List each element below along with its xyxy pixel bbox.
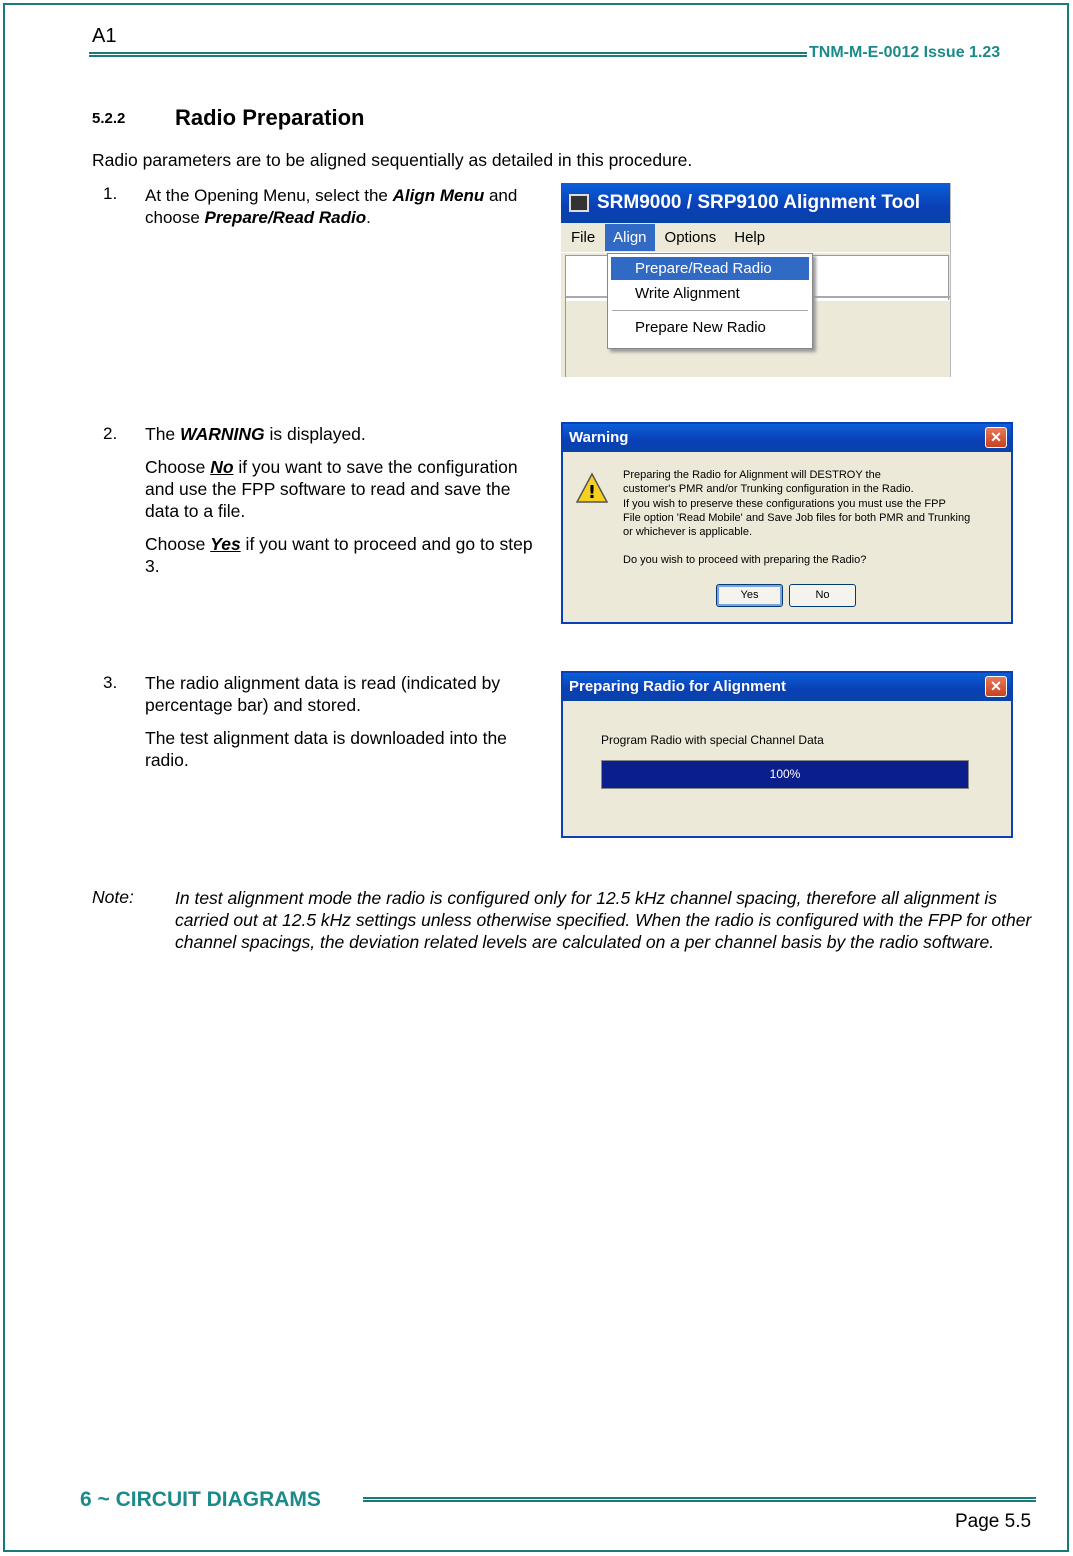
note-text: In test alignment mode the radio is configured only for 12.5 kHz channel spacing, therefore all alignment is carried out at 12.5 kHz settings unless otherwise specified. When the radio is configured with the FPP for other channel spacings, the deviation related levels are calculated on a per channel basis by the radio software.: [175, 888, 1032, 952]
warning-icon: [575, 472, 609, 504]
screenshot-alignment-tool: [561, 183, 951, 377]
menu-item-write-alignment[interactable]: Write Alignment: [635, 285, 740, 302]
screenshot-preparing-dialog: [561, 671, 1013, 838]
menu-item-prepare-new-radio[interactable]: Prepare New Radio: [635, 319, 766, 336]
warning-line: or whichever is applicable.: [623, 526, 753, 539]
menu-separator: [612, 310, 808, 311]
preparing-titlebar: [563, 673, 1011, 701]
menu-options[interactable]: Options: [664, 229, 717, 246]
alignment-tool-titlebar: [561, 183, 950, 223]
step-3-text: The radio alignment data is read (indicated by percentage bar) and stored. The test alignment data is downloaded into the radio.: [145, 673, 507, 770]
warning-line: Preparing the Radio for Alignment will DESTROY the: [623, 469, 881, 481]
warning-line: Do you wish to proceed with preparing the Radio?: [623, 554, 867, 567]
menu-align[interactable]: Align: [605, 224, 654, 251]
doc-reference: TNM-M-E-0012 Issue 1.23: [809, 44, 1001, 61]
step-2-text: The WARNING is displayed. Choose No if you want to save the configuration and use the FPP software to read and save the data to a file. Choose Yes if you want to proceed and go to step 3.: [145, 424, 533, 576]
warning-line: If you wish to preserve these configurations you must use the FPP: [623, 497, 946, 510]
header-label: A1: [92, 25, 117, 47]
page-number: Page 5.5: [955, 1511, 1032, 1532]
intro-text: Radio parameters are to be aligned sequentially as detailed in this procedure.: [92, 150, 693, 170]
footer-rule: [363, 1497, 1036, 1502]
footer-section: 6 ~ CIRCUIT DIAGRAMS: [80, 1488, 321, 1511]
menu-file[interactable]: File: [571, 229, 596, 246]
menu-help[interactable]: Help: [734, 229, 766, 246]
preparing-title: Preparing Radio for Alignment: [569, 678, 786, 695]
align-dropdown: [607, 253, 813, 349]
progress-text: 100%: [769, 767, 801, 781]
warning-line: customer's PMR and/or Trunking configuration in the Radio.: [623, 483, 914, 496]
warning-title: Warning: [569, 429, 629, 446]
close-icon[interactable]: ✕: [985, 427, 1007, 448]
section-title: Radio Preparation: [175, 105, 365, 130]
menu-bar: [561, 223, 950, 253]
header-rule: [89, 52, 807, 57]
progress-bar: [601, 760, 969, 789]
step-1-number: 1.: [103, 184, 118, 203]
warning-titlebar: [563, 424, 1011, 452]
section-number: 5.2.2: [92, 110, 126, 127]
no-button[interactable]: No: [789, 584, 856, 607]
step-3-number: 3.: [103, 673, 118, 692]
warning-line: [623, 539, 970, 553]
note-label: Note:: [92, 887, 134, 907]
alignment-tool-title: SRM9000 / SRP9100 Alignment Tool: [597, 192, 921, 213]
progress-label: Program Radio with special Channel Data: [601, 733, 824, 747]
printer-icon: [569, 194, 589, 212]
menu-item-prepare-read-radio[interactable]: Prepare/Read Radio: [611, 257, 809, 280]
warning-line: File option 'Read Mobile' and Save Job files for both PMR and Trunking: [623, 511, 971, 524]
warning-message: [623, 468, 970, 568]
step-2-number: 2.: [103, 424, 118, 443]
step-1-text: At the Opening Menu, select the Align Menu and choose Prepare/Read Radio.: [145, 186, 518, 227]
close-icon[interactable]: ✕: [985, 676, 1007, 697]
screenshot-warning-dialog: [561, 422, 1013, 624]
yes-button[interactable]: Yes: [716, 584, 783, 607]
svg-text:!: !: [587, 482, 597, 503]
